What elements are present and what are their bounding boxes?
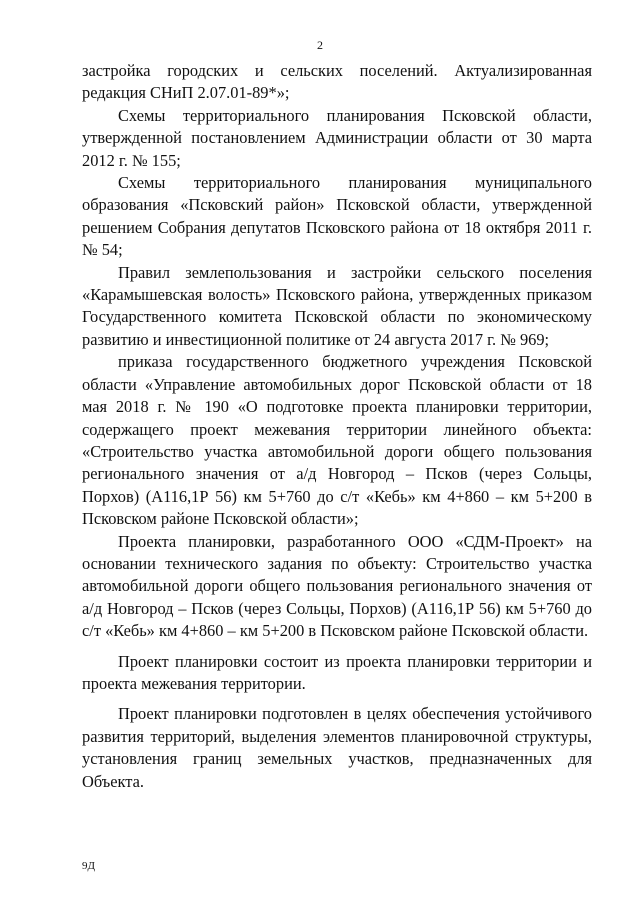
paragraph-planning-project: Проекта планировки, разработанного ООО «СДМ-Проект» на основании технического задания по объекту: Строительство участка автомобильной дороги общего пользования регионального значения от а/д Новгород – Псков (через Сольцы, Порхов) (А116,1Р 56) км 5+760 до с/т «Кебь» км 4+860 – км 5+200 в Псковском районе Псковской области.: [82, 531, 592, 641]
page-number: 2: [317, 38, 323, 52]
paragraph-project-purpose: Проект планировки подготовлен в целях обеспечения устойчивого развития территорий, выделения элементов планировочной структуры, установления границ земельных участков, предназначенных для Объекта.: [82, 704, 592, 791]
paragraph-order-190: приказа государственного бюджетного учреждения Псковской области «Управление автомобильных дорог Псковской области от 18 мая 2018 г. № 190 «О подготовке проекта планировки территории, содержащего проект межевания территории линейного объекта: «Строительство участка автомобильной дороги общего пользования регионального значения от а/д Новгород – Псков (через Сольцы, Порхов) (А116,1Р 56) км 5+760 до с/т «Кебь» км 4+860 – км 5+200 в Псковском районе Псковской области»;: [82, 352, 592, 529]
paragraph-snip-continuation: застройка городских и сельских поселений. Актуализированная редакция СНиП 2.07.01-89*»;: [82, 61, 592, 103]
paragraph-regional-scheme: Схемы территориального планирования Псковской области, утвержденной постановлением Администрации области от 30 марта 2012 г. № 155;: [82, 105, 592, 170]
paragraph-municipal-scheme: Схемы территориального планирования муниципального образования «Псковский район» Псковской области, утвержденной решением Собрания депутатов Псковского района от 18 октября 2011 г. № 54;: [82, 173, 592, 260]
paragraph-land-use-rules: Правил землепользования и застройки сельского поселения «Карамышевская волость» Псковского района, утвержденных приказом Государственного комитета Псковской области по экономическому развитию и инвестиционной политике от 24 августа 2017 г. № 969;: [82, 262, 592, 349]
footer-mark: 9Д: [82, 860, 96, 872]
paragraph-project-composition: Проект планировки состоит из проекта планировки территории и проекта межевания территории.: [82, 651, 592, 693]
document-body: [82, 60, 592, 793]
